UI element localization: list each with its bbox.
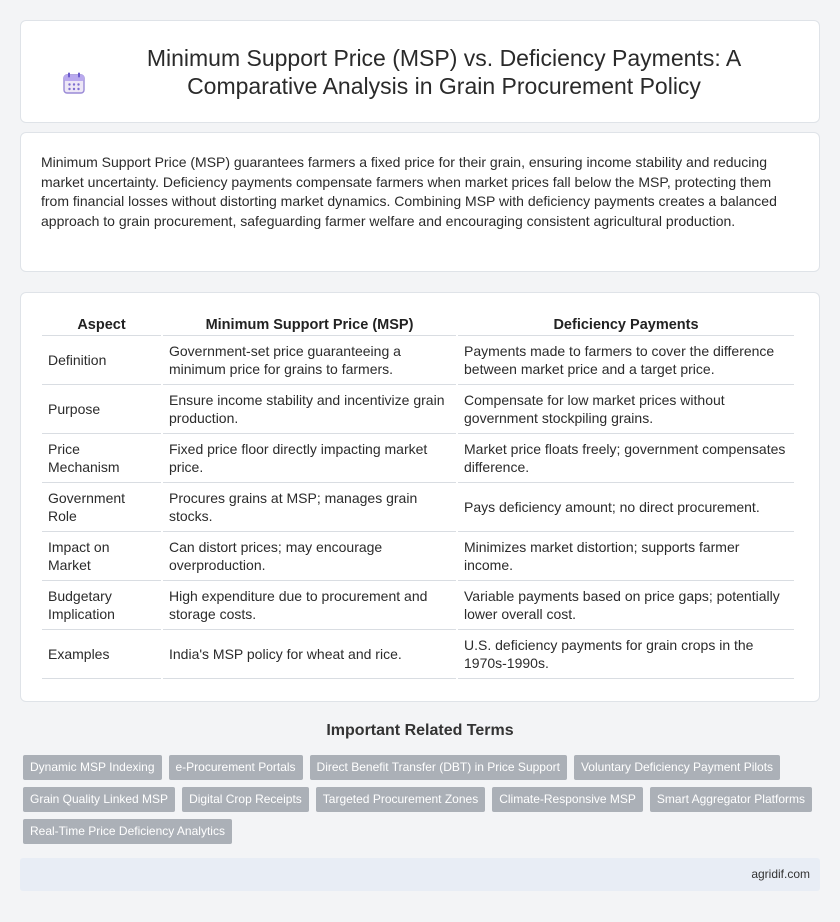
related-term-tag[interactable]: Climate-Responsive MSP xyxy=(492,787,643,812)
cell-deficiency: U.S. deficiency payments for grain crops in the 1970s-1990s. xyxy=(458,630,794,679)
cell-msp: India's MSP policy for wheat and rice. xyxy=(163,630,456,679)
header-deficiency: Deficiency Payments xyxy=(458,314,794,336)
cell-msp: Can distort prices; may encourage overproduction. xyxy=(163,532,456,581)
page-title: Minimum Support Price (MSP) vs. Deficiency Payments: A Comparative Analysis in Grain Procurement Policy xyxy=(146,44,742,99)
cell-msp: Ensure income stability and incentivize grain production. xyxy=(163,385,456,434)
related-term-tag[interactable]: e-Procurement Portals xyxy=(169,755,303,780)
table-header-row xyxy=(42,314,794,336)
summary-card xyxy=(20,132,820,272)
cell-deficiency: Minimizes market distortion; supports farmer income. xyxy=(458,532,794,581)
cell-aspect: Budgetary Implication xyxy=(42,581,161,630)
table-row xyxy=(42,630,794,679)
cell-aspect: Purpose xyxy=(42,385,161,434)
comparison-table xyxy=(40,314,796,679)
cell-msp: Government-set price guaranteeing a minimum price for grains to farmers. xyxy=(163,336,456,385)
related-term-tag[interactable]: Direct Benefit Transfer (DBT) in Price Support xyxy=(310,755,567,780)
cell-deficiency: Variable payments based on price gaps; potentially lower overall cost. xyxy=(458,581,794,630)
related-term-tag[interactable]: Voluntary Deficiency Payment Pilots xyxy=(574,755,780,780)
table-row xyxy=(42,532,794,581)
title-wrap xyxy=(21,44,819,100)
related-term-tag[interactable]: Targeted Procurement Zones xyxy=(316,787,485,812)
related-term-tag[interactable]: Real-Time Price Deficiency Analytics xyxy=(23,819,232,844)
cell-aspect: Price Mechanism xyxy=(42,434,161,483)
related-term-tag[interactable]: Smart Aggregator Platforms xyxy=(650,787,812,812)
footer-site-link[interactable]: agridif.com xyxy=(751,867,810,881)
cell-aspect: Examples xyxy=(42,630,161,679)
cell-msp: Fixed price floor directly impacting market price. xyxy=(163,434,456,483)
table-row xyxy=(42,483,794,532)
cell-deficiency: Compensate for low market prices without government stockpiling grains. xyxy=(458,385,794,434)
footer xyxy=(20,858,820,891)
cell-deficiency: Market price floats freely; government compensates difference. xyxy=(458,434,794,483)
table-row xyxy=(42,581,794,630)
header-aspect: Aspect xyxy=(42,314,161,336)
related-term-tag[interactable]: Digital Crop Receipts xyxy=(182,787,309,812)
comparison-table-card xyxy=(20,292,820,702)
related-term-tag[interactable]: Grain Quality Linked MSP xyxy=(23,787,175,812)
title-card xyxy=(20,20,820,123)
cell-aspect: Government Role xyxy=(42,483,161,532)
table-row xyxy=(42,336,794,385)
cell-aspect: Definition xyxy=(42,336,161,385)
cell-deficiency: Payments made to farmers to cover the difference between market price and a target price. xyxy=(458,336,794,385)
table-row xyxy=(42,434,794,483)
header-msp: Minimum Support Price (MSP) xyxy=(163,314,456,336)
table-row xyxy=(42,385,794,434)
cell-msp: Procures grains at MSP; manages grain stocks. xyxy=(163,483,456,532)
related-terms-heading: Important Related Terms xyxy=(326,722,514,739)
cell-aspect: Impact on Market xyxy=(42,532,161,581)
related-term-tag[interactable]: Dynamic MSP Indexing xyxy=(23,755,162,780)
cell-deficiency: Pays deficiency amount; no direct procurement. xyxy=(458,483,794,532)
summary-paragraph: Minimum Support Price (MSP) guarantees farmers a fixed price for their grain, ensuring income stability and reducing market uncertainty. Deficiency payments compensate farmers when market prices fall below the MSP, protecting them from financial losses without distorting market dynamics. Combining MSP with deficiency payments creates a balanced approach to grain procurement, safeguarding farmer welfare and encouraging consistent agricultural production. xyxy=(41,154,777,229)
cell-msp: High expenditure due to procurement and storage costs. xyxy=(163,581,456,630)
calendar-icon xyxy=(61,70,87,96)
related-terms-list xyxy=(23,755,823,851)
